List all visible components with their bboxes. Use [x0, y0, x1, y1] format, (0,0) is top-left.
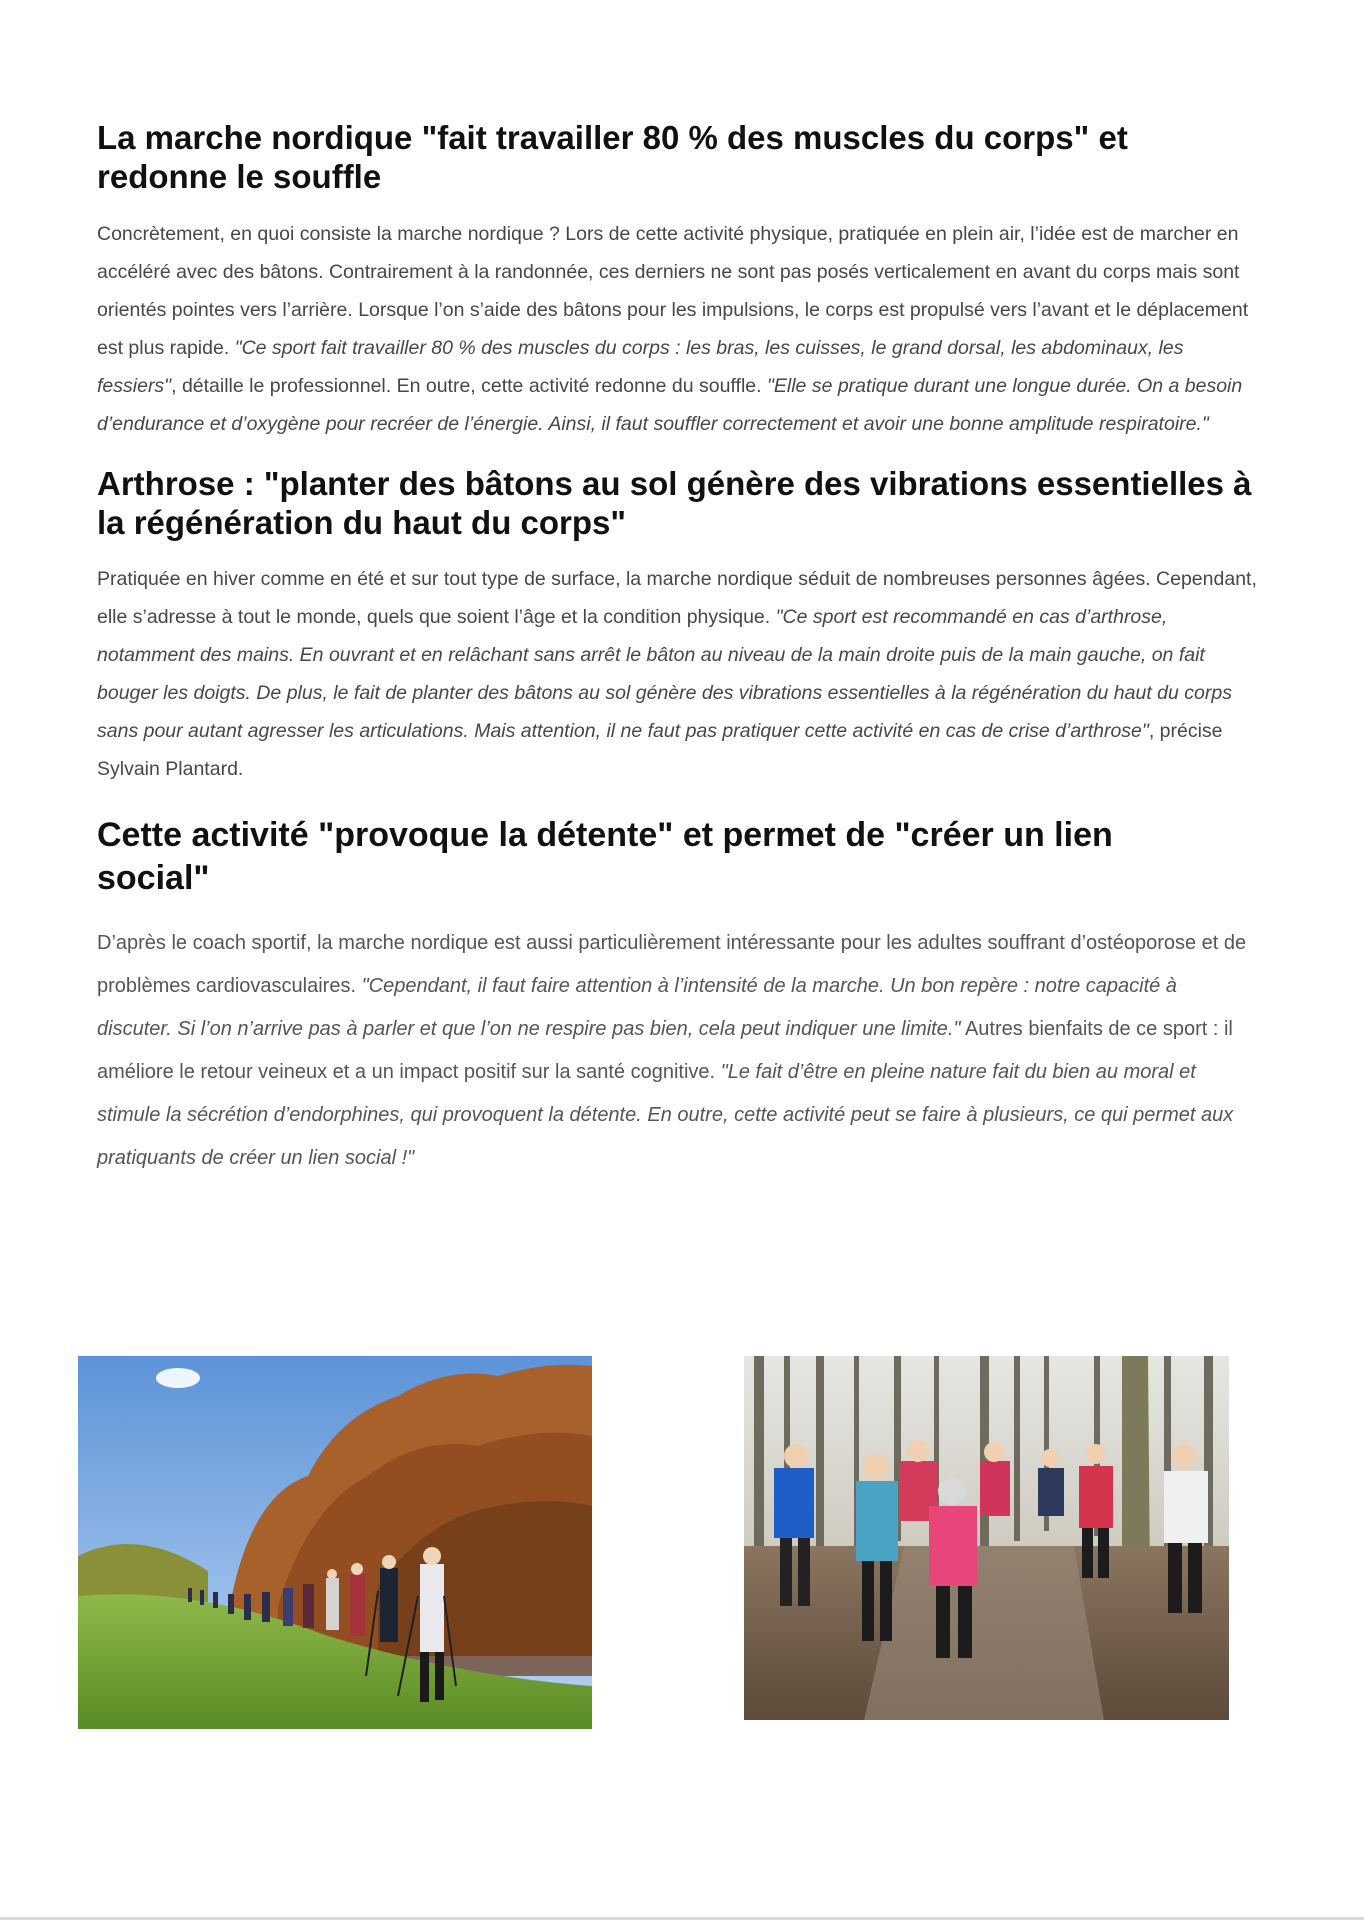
section-paragraph-arthrose	[97, 560, 1257, 788]
paragraph-quote: "Cependant, il faut faire attention à l’intensité de la marche. Un bon repère : notre capacité à discuter. Si l’on n’arrive pas à parler et que l’on ne respire pas bien, cela peut indiquer une limite."	[97, 975, 1177, 1040]
section-heading-arthrose: Arthrose : "planter des bâtons au sol génère des vibrations essentielles à la régénération du haut du corps"	[97, 465, 1252, 541]
paragraph-text: Autres bienfaits de ce sport : il améliore le retour veineux et a un impact positif sur la santé cognitive.	[97, 1018, 1233, 1083]
photo-group-forest	[744, 1356, 1229, 1720]
paragraph-text: D’après le coach sportif, la marche nordique est aussi particulièrement intéressante pour les adultes souffrant d’ostéoporose et de problèmes cardiovasculaires.	[97, 932, 1247, 997]
paragraph-text: Pratiquée en hiver comme en été et sur tout type de surface, la marche nordique séduit de nombreuses personnes âgées. Cependant, elle s’adresse à tout le monde, quels que soient l’âge et la condition physique.	[97, 568, 1257, 628]
section-paragraph-nordic-walking	[97, 215, 1257, 443]
paragraph-text: Concrètement, en quoi consiste la marche nordique ? Lors de cette activité physique, pratiquée en plein air, l’idée est de marcher en accéléré avec des bâtons. Contrairement à la randonnée, ces derniers ne sont pas posés verticalement en avant du corps mais sont orientés pointes vers l’arrière. Lorsque l’on s’aide des bâtons pour les impulsions, le corps est propulsé vers l’avant et le déplacement est plus rapide.	[97, 223, 1249, 359]
paragraph-text: , détaille le professionnel. En outre, cette activité redonne du souffle.	[171, 375, 767, 397]
photo-walkers-meadow	[78, 1356, 592, 1729]
photo-walkers-meadow-illustration	[78, 1356, 592, 1729]
section-paragraph-detente	[97, 922, 1257, 1180]
section-heading-detente: Cette activité "provoque la détente" et permet de "créer un lien social"	[97, 816, 1113, 897]
paragraph-text: , précise Sylvain Plantard.	[97, 720, 1223, 780]
paragraph-quote: "Le fait d’être en pleine nature fait du bien au moral et stimule la sécrétion d’endorphines, qui provoquent la détente. En outre, cette activité peut se faire à plusieurs, ce qui permet aux pratiquants de créer un lien social !"	[97, 1061, 1234, 1169]
article-body	[97, 118, 1257, 1180]
section-heading-nordic-walking: La marche nordique "fait travailler 80 % des muscles du corps" et redonne le souffle	[97, 119, 1128, 195]
photo-group-forest-illustration	[744, 1356, 1229, 1720]
paragraph-quote: "Elle se pratique durant une longue durée. On a besoin d’endurance et d’oxygène pour recréer de l’énergie. Ainsi, il faut souffler correctement et avoir une bonne amplitude respiratoire."	[97, 375, 1243, 435]
paragraph-quote: "Ce sport fait travailler 80 % des muscles du corps : les bras, les cuisses, le grand dorsal, les abdominaux, les fessiers"	[97, 337, 1184, 397]
paragraph-quote: "Ce sport est recommandé en cas d’arthrose, notamment des mains. En ouvrant et en relâchant sans arrêt le bâton au niveau de la main droite puis de la main gauche, on fait bouger les doigts. De plus, le fait de planter des bâtons au sol génère des vibrations essentielles à la régénération du haut du corps sans pour autant agresser les articulations. Mais attention, il ne faut pas pratiquer cette activité en cas de crise d’arthrose"	[97, 606, 1232, 742]
